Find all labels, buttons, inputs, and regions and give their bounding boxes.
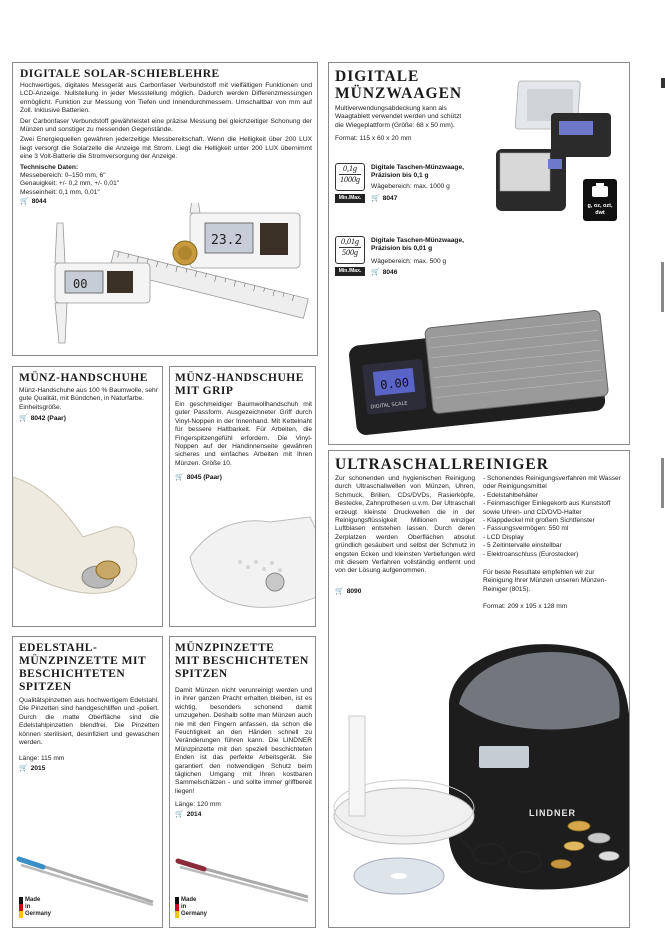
cart-icon: 🛒 [371,195,380,202]
feature-item: - Klappdeckel mit großem Sichtfenster [483,517,595,525]
caliper-display-2: 00 [73,277,88,291]
ultrasonic-format: Format: 209 x 195 x 128 mm [483,603,568,610]
caliper-spec-2: Genauigkeit: +/- 0,2 mm, +/- 0,01" [20,180,120,188]
ultrasonic-cleaner-image [329,626,630,926]
german-flag-icon [19,897,23,918]
gloves-article: 🛒 8042 (Paar) [19,415,66,422]
grip-gloves-text: Ein geschmeidiger Baumwollhandschuh mit guter Passform. Ausgezeichneter Griff durch Vinyl-Noppen in der Innenhand. Mit Kettelnaht für bessere Haltbarkeit. Für Arbeiten, die Fingerspitzengefühl erfordern. Die Vinyl-Noppen auf der Handinnenseite gewähren sicheres und einfaches Arbeiten mit Ihren Münzen. Größe 10. [175,401,312,467]
caliper-text-3: Zwei Energiequellen gewähren jederzeitige Messbereitschaft. Wenn die Helligkeit über 200 LUX liegt versorgt die Solarzelle die Anzeige mit Strom. Liegt die Helligkeit unter 200 LUX übernimmt eine 3 Volt-Batterie die Stromversorgung der Anzeige. [20,136,312,161]
caliper-display-1: 23.2 [211,233,243,248]
scales-title-1: DIGITALE [335,68,420,85]
coated-tweezers-length: Länge: 120 mm [175,801,221,808]
caliper-panel [12,62,318,356]
steel-tweezers-title-1: EDELSTAHL- [19,642,98,654]
scale-lcd-value: 0.00 [379,375,410,393]
scale-2-article: 🛒 8046 [371,269,398,276]
steel-tweezers-length: Länge: 115 mm [19,755,65,762]
ultrasonic-panel [328,450,630,928]
steel-tweezers-article: 🛒 2015 [19,765,46,772]
caliper-text-1: Hochwertiges, digitales Messgerät aus Carbonfaser Verbundstoff mit vielfältigen Funktionen und LCD-Anzeige. Nullstellung in jeder Messstellung möglich. Dadurch werden Differenzmessungen ermöglicht. Funktion zur Messung von Tiefen und Innendurchmessern. Umschaltbar von mm auf Zoll. Inklusive Batterien. [20,82,312,115]
page-edge-mark [661,262,664,312]
pocket-scale-image-2 [494,145,579,220]
feature-item: - Edelstahlbehälter [483,491,538,499]
caliper-image [15,203,315,353]
steel-tweezers-title-3: BESCHICHTETEN [19,668,126,680]
coated-tweezers-title-3: SPITZEN [175,668,228,680]
scales-title-2: MÜNZWAAGEN [335,85,463,102]
cart-icon: 🛒 [20,198,29,206]
scales-panel [328,62,630,445]
cart-icon: 🛒 [335,588,344,595]
steel-tweezers-title-4: SPITZEN [19,681,72,693]
scale-2-range: Wägebereich: max. 500 g [371,258,447,265]
ultrasonic-note: Für beste Resultate empfehlen wir zur Reinigung Ihrer Münzen unseren Münzen-Reiniger (8015). [483,569,607,593]
glove-image [13,467,163,627]
feature-item: - Feinmaschiger Einlegekorb aus Kunststoff sowie Uhren- und CD/DVD-Halter [483,500,611,516]
made-in-germany-badge: Made in Germany [19,897,51,918]
ultrasonic-article: 🛒 8090 [335,588,362,595]
german-flag-icon [175,897,179,918]
coated-tweezers-title-2: MIT BESCHICHTETEN [175,655,309,667]
cart-icon: 🛒 [19,765,28,772]
coated-tweezers-panel [169,636,316,928]
coated-tweezers-text: Damit Münzen nicht verunreinigt werden und in ihrer ganzen Pracht erhalten bleiben, ist es wichtig, besonders schonend damit umzugehen. Deshalb sollte man Münzen auch nie mit den Fingern anfassen, da schon die Feuchtigkeit an den Händen schnell zu Veränderungen führen kann. Die LINDNER Münzpinzette mit den speziell beschichteten Enden ist das perfekte Arbeitsgerät. Sie garantiert den notwendigen Schutz beim täglichen Umgang mit Ihren kostbaren Sammelschätzen - und sollte immer griffbereit liegen! [175,687,312,795]
page-edge-mark [661,458,664,508]
feature-item: - Schonendes Reinigungsverfahren mit Wasser oder Reinigungsmittel [483,475,621,491]
ultrasonic-brand: LINDNER [529,808,576,818]
scales-intro: Multiverwendungsabdeckung kann als Waagtablett verwendet werden und schützt die Wiegeplattform (Größe: 68 x 50 mm). [335,105,462,129]
weight-icon [589,182,611,198]
gloves-text: Münz-Handschuhe aus 100 % Baumwolle, sehr gute Qualität, mit Bündchen, in Naturfarbe. Einheitsgröße. [19,387,158,411]
caliper-article: 🛒 8044 [20,198,47,206]
coated-tweezers-title-1: MÜNZPINZETTE [175,642,275,654]
page-edge-mark [661,78,665,88]
caliper-title: DIGITALE SOLAR-SCHIEBLEHRE [20,68,220,80]
feature-item: - Fassungsvermögen: 550 ml [483,525,569,533]
minmax-label-1: Min./Max. [335,194,365,203]
scale-1-article: 🛒 8047 [371,195,398,202]
ultrasonic-feature-list [483,475,625,559]
steel-tweezers-panel [12,636,163,928]
made-in-germany-badge: Made in Germany [175,897,207,918]
caliper-spec-1: Messebereich: 0–150 mm, 6" [20,172,106,180]
cart-icon: 🛒 [175,474,184,481]
scale-2-title: Digitale Taschen-Münzwaage, Präzision bis 0,01 g [371,237,464,253]
precision-badge-1: 0,1g 1000g [335,163,365,191]
scale-lcd-label: DIGITAL SCALE [370,400,408,411]
caliper-spec-title: Technische Daten: [20,163,79,171]
units-badge: g, oz, ozt, dwt [583,179,617,221]
gloves-panel [12,366,163,627]
scale-1-range: Wägebereich: max. 1000 g [371,183,450,190]
coated-tweezers-article: 🛒 2014 [175,811,202,818]
grip-gloves-panel [169,366,316,627]
minmax-label-2: Min./Max. [335,267,365,276]
gloves-title: MÜNZ-HANDSCHUHE [19,372,148,384]
grip-gloves-title-2: MIT GRIP [175,385,234,397]
grip-gloves-article: 🛒 8045 (Paar) [175,474,222,481]
feature-item: - LCD Display [483,533,524,541]
caliper-spec-3: Messeinheit: 0,1 mm, 0,01" [20,188,100,196]
steel-tweezers-title-2: MÜNZPINZETTE MIT [19,655,147,667]
ultrasonic-title: ULTRASCHALLREINIGER [335,456,549,473]
steel-tweezers-text: Qualitätspinzetten aus hochwertigem Edelstahl. Die Pinzetten sind handgeschliffen und -poliert. Durch die matte Oberfläche sind die Edelstahlpinzetten blendfrei. Die Pinzetten können sterilisiert, desinfiziert und gewaschen werden. [19,697,159,747]
pocket-scale-image-large [333,293,623,443]
cart-icon: 🛒 [19,415,28,422]
feature-item: - 5 Zeitintervalle einstellbar [483,542,562,550]
precision-badge-2: 0,01g 500g [335,236,365,264]
cart-icon: 🛒 [371,269,380,276]
cart-icon: 🛒 [175,811,184,818]
scales-format: Format: 115 x 60 x 20 mm [335,135,412,142]
caliper-text-2: Der Carbonfaser Verbundstoff gewährleistet eine präzise Messung bei gleichzeitiger Schonung der Münzen und sonstiger zu messenden Gegenstände. [20,117,312,134]
grip-glove-image [170,487,316,627]
grip-gloves-title-1: MÜNZ-HANDSCHUHE [175,372,304,384]
ultrasonic-text: Zur schonenden und hygienischen Reinigung durch Ultraschallwellen von Münzen, Uhren, Schmuck, Brillen, CDs/DVDs, Rasierköpfe, Bestecke, Zahnprothesen u.v.m. Der Ultraschall erzeugt kleinste Druckwellen die in der Reinigungsflüssigkeit Millionen winziger Luftblasen entstehen lassen. Durch deren Zerplatzen werden Oberflächen absolut gründlich gesäubert und selbst der Schmutz in engsten Ecken und kleinsten Vertiefungen wird mit diesem Verfahren vollständig entfernt und von der Lösung aufgenommen. [335,475,475,575]
feature-item: - Elektroanschluss (Eurostecker) [483,550,579,558]
scale-1-title: Digitale Taschen-Münzwaage, Präzision bis 0,1 g [371,164,464,180]
